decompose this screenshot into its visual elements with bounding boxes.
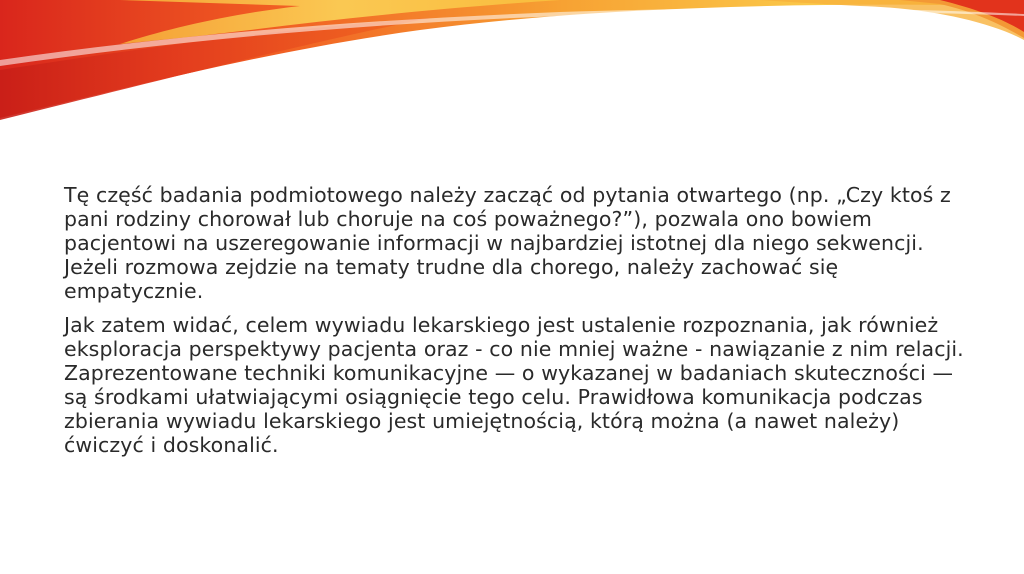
paragraph-1: Tę część badania podmiotowego należy zacząć od pytania otwartego (np. „Czy ktoś z pani rodziny chorował lub choruje na coś poważnego?”), pozwala ono bowiem pacjentowi na uszeregowanie informacji w najbardziej istotnej dla niego sekwencji. Jeżeli rozmowa zejdzie na tematy trudne dla chorego, należy zachować się empatycznie.	[64, 183, 951, 303]
paragraph-2: Jak zatem widać, celem wywiadu lekarskiego jest ustalenie rozpoznania, jak również eksploracja perspektywy pacjenta oraz - co nie mniej ważne - nawiązanie z nim relacji. Zaprezentowane techniki komunikacyjne — o wykazanej w badaniach skuteczności — są środkami ułatwiającymi osiągnięcie tego celu. Prawidłowa komunikacja podczas zbierania wywiadu lekarskiego jest umiejętnością, którą można (a nawet należy) ćwiczyć i doskonalić.	[64, 313, 964, 457]
slide-body-text	[64, 183, 964, 467]
decorative-wave-banner	[0, 0, 1024, 140]
